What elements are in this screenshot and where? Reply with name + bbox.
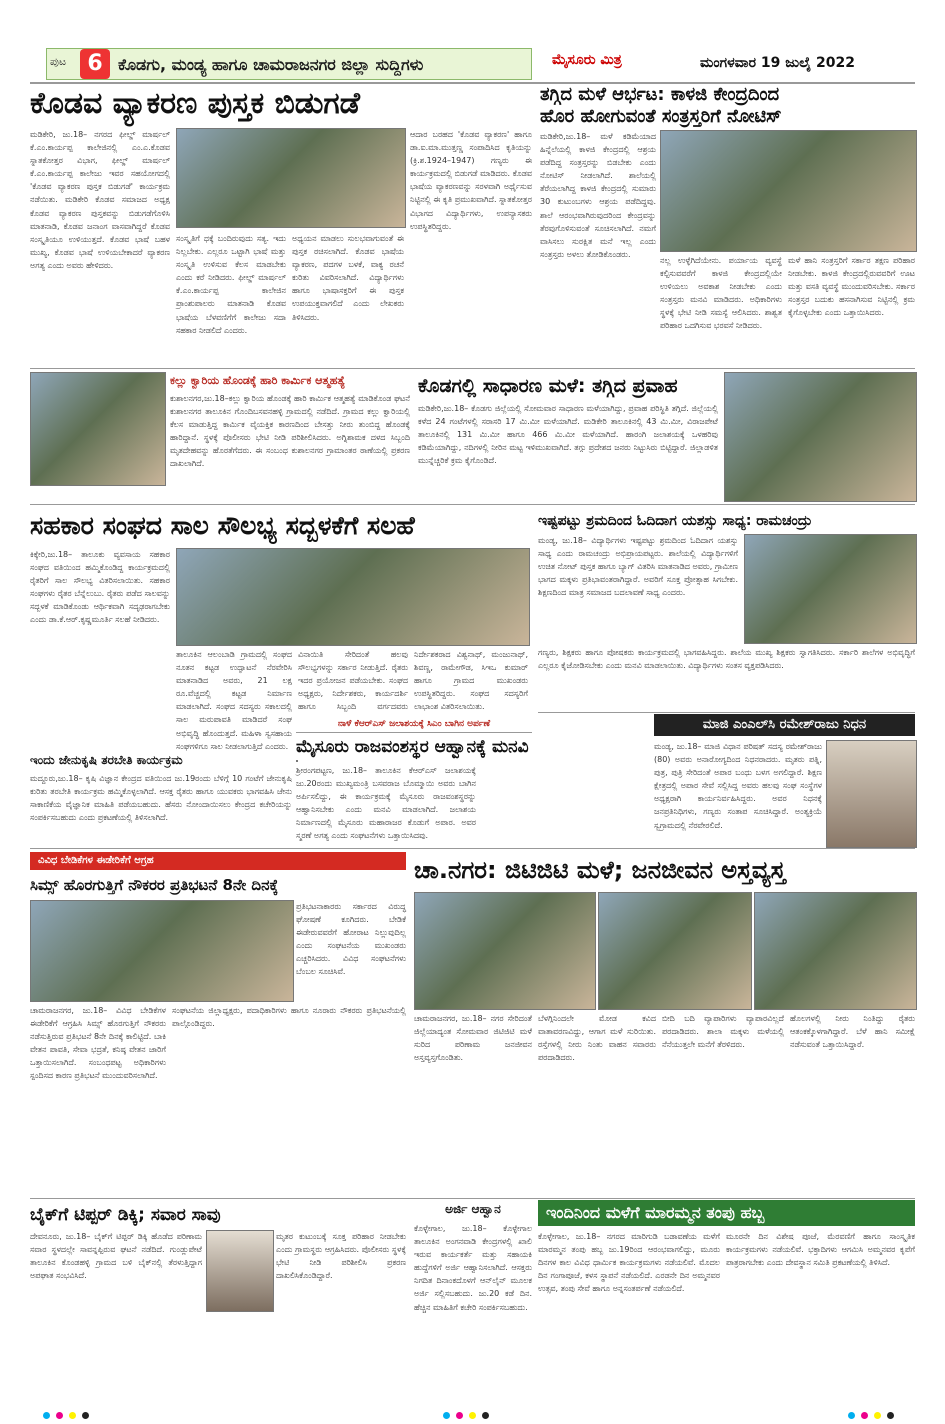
bee-headline: ಇಂದು ಜೇನುಕೃಷಿ ತರಬೇತಿ ಕಾರ್ಯಕ್ರಮ	[30, 753, 183, 767]
kodava-body-1: ಮಡಿಕೇರಿ, ಜು.18– ನಗರದ ಫೀಲ್ಡ್ ಮಾರ್ಷಲ್ ಕೆ.ಎಂ.ಕಾರ್ಯಪ್ಪ ಕಾಲೇಜಿನಲ್ಲಿ ಎಂ.ಎ.ಕೊಡವ ಸ್ನಾತಕೋತ್ತರ ವಿಭಾಗ, ಫೀಲ್ಡ್ ಮಾರ್ಷಲ್ ಕೆ.ಎಂ.ಕಾರ್ಯಪ್ಪ ಕಾಲೇಜು ಇವರ ಸಹಯೋಗದಲ್ಲಿ 'ಕೊಡವ ವ್ಯಾಕರಣ ಪುಸ್ತಕ ಬಿಡುಗಡೆ' ಕಾರ್ಯಕ್ರಮ ನಡೆಯಿತು. ಮಡಿಕೇರಿ ಕೊಡವ ಸಮಾಜದ ಅಧ್ಯಕ್ಷ ಕೊಡವ ವ್ಯಾಕರಣ ಪುಸ್ತಕವನ್ನು ಬಿಡುಗಡೆಗೊಳಿಸಿ ಮಾತನಾಡಿ, ಕೊಡವ ಜನಾಂಗ ವಾಸವಾಗಿದ್ದರೆ ಕೊಡವ ಸಂಸ್ಕೃತಿಯೂ ಉಳಿಯುತ್ತದೆ. ಕೊಡವ ಭಾಷೆ ಬಹಳ ಮುಖ್ಯ, ಕೊಡವ ಭಾಷೆ ಉಳಿಯಬೇಕಾದರೆ ವ್ಯಾಕರಣ ಅಗತ್ಯ ಎಂದು ಅವರು ಹೇಳಿದರು.	[30, 130, 170, 270]
kodava-photo	[176, 128, 406, 228]
rain-cn-body-3: ಬೀದಿ ಬದಿ ವ್ಯಾಪಾರಿಗಳು ವ್ಯಾಪಾರವಿಲ್ಲದೆ ಪರದಾಡಿದರು. ಶಾಲಾ ಮಕ್ಕಳು ಮಳೆಯಲ್ಲಿ ನೆನೆಯುತ್ತಲೇ ಮನೆಗೆ ತೆರಳಿದರು.	[662, 1014, 784, 1050]
festival-headline: ಇಂದಿನಿಂದ ಮಳೆಗೆ ಮಾರಮ್ಮನ ತಂಪು ಹಬ್ಬ	[546, 1203, 765, 1222]
section-title: ಕೊಡಗು, ಮಂಡ್ಯ ಹಾಗೂ ಚಾಮರಾಜನಗರ ಜಿಲ್ಲಾ ಸುದ್ದಿಗಳು	[118, 55, 424, 74]
rule-2	[30, 504, 915, 505]
page-number: 6	[80, 49, 110, 79]
royal-kicker: ನಾಳೆ ಕೆಆರ್‌ಎಸ್ ಜಲಾಶಯಕ್ಕೆ ಸಿಎಂ ಬಾಗಿನ ಅರ್ಪಣೆ	[337, 719, 491, 729]
kodava-body-4: ಆದಾರ ಬರಹದ 'ಕೊಡವ ವ್ಯಾಕರಣ' ಹಾಗೂ ಡಾ.ಐ.ಮಾ.ಮುತ್ತಣ್ಣ ಸಂಪಾದಿಸಿದ ಕೃತಿಯನ್ನು (ಕ್ರಿ.ಶ.1924–1947) ಗಣ್ಯರು ಈ ಕಾರ್ಯಕ್ರಮದಲ್ಲಿ ಬಿಡುಗಡೆ ಮಾಡಿದರು. ಕೊಡವ ಭಾಷೆಯ ವ್ಯಾಕರಣವನ್ನು ಸರಳವಾಗಿ ಅರ್ಥೈಸುವ ನಿಟ್ಟಿನಲ್ಲಿ ಈ ಕೃತಿ ಪ್ರಮುಖವಾಗಿದೆ. ಸ್ನಾತಕೋತ್ತರ ವಿಭಾಗದ ವಿದ್ಯಾರ್ಥಿಗಳು, ಉಪನ್ಯಾಸಕರು ಉಪಸ್ಥಿತರಿದ್ದರು.	[410, 130, 532, 231]
royal-anchor	[296, 760, 298, 762]
sims-continuation	[30, 1108, 406, 1196]
school-photo	[660, 130, 917, 252]
rain-kodagu-body: ಮಡಿಕೇರಿ,ಜು.18– ಕೊಡಗು ಜಿಲ್ಲೆಯಲ್ಲಿ ಸೋಮವಾರ ಸಾಧಾರಣ ಮಳೆಯಾಗಿದ್ದು, ಪ್ರವಾಹ ಪರಿಸ್ಥಿತಿ ತಗ್ಗಿದೆ. ಜಿಲ್ಲೆಯಲ್ಲಿ ಕಳೆದ 24 ಗಂಟೆಗಳಲ್ಲಿ ಸರಾಸರಿ 17 ಮಿ.ಮೀ ಮಳೆಯಾಗಿದೆ. ಮಡಿಕೇರಿ ತಾಲೂಕಿನಲ್ಲಿ 43 ಮಿ.ಮೀ, ವಿರಾಜಪೇಟೆ ತಾಲೂಕಿನಲ್ಲಿ 131 ಮಿ.ಮೀ ಹಾಗೂ 466 ಮಿ.ಮೀ ಮಳೆಯಾಗಿದೆ. ಹಾರಂಗಿ ಜಲಾಶಯಕ್ಕೆ ಒಳಹರಿವು ಕಡಿಮೆಯಾಗಿದ್ದು, ನದಿಗಳಲ್ಲಿ ನೀರಿನ ಮಟ್ಟ ಇಳಿಮುಖವಾಗಿದೆ. ತಗ್ಗು ಪ್ರದೇಶದ ಜನರು ನಿಟ್ಟುಸಿರು ಬಿಟ್ಟಿದ್ದಾರೆ. ಜಿಲ್ಲಾಡಳಿತ ಮುನ್ನೆಚ್ಚರಿಕೆ ಕ್ರಮ ಕೈಗೊಂಡಿದೆ.	[418, 404, 718, 466]
bike-body-2: ಮೃತರ ಕುಟುಂಬಕ್ಕೆ ಸೂಕ್ತ ಪರಿಹಾರ ನೀಡಬೇಕು ಎಂದು ಗ್ರಾಮಸ್ಥರು ಆಗ್ರಹಿಸಿದರು. ಪೊಲೀಸರು ಸ್ಥಳಕ್ಕೆ ಭೇಟಿ ನೀಡಿ ಪರಿಶೀಲಿಸಿ ಪ್ರಕರಣ ದಾಖಲಿಸಿಕೊಂಡಿದ್ದಾರೆ.	[276, 1232, 406, 1281]
festival-body-1: ಕೊಳ್ಳೇಗಾಲ, ಜು.18– ನಗರದ ಮಾರಿಗುಡಿ ಬಡಾವಣೆಯ ಮಳೆಗೆ ಮಾರಮ್ಮನ ತಂಪು ಹಬ್ಬ ಜು.19ರಿಂದ ಆರಂಭವಾಗಲಿದ್ದು, ಮೂರು ದಿನಗಳ ಕಾಲ ವಿವಿಧ ಧಾರ್ಮಿಕ ಕಾರ್ಯಕ್ರಮಗಳು ನಡೆಯಲಿವೆ. ಮೊದಲ ದಿನ ಗಂಗಾಪೂಜೆ, ಕಳಸ ಸ್ಥಾಪನೆ ನಡೆಯಲಿದೆ. ಎರಡನೇ ದಿನ ಅಮ್ಮನವರ ಉತ್ಸವ, ತಂಪು ಸೇವೆ ಹಾಗೂ ಅನ್ನಸಂತರ್ಪಣೆ ನಡೆಯಲಿದೆ.	[538, 1232, 720, 1294]
sims-photo	[30, 900, 294, 1002]
school-body-3: ಮಳೆ ಹಾನಿ ಸಂತ್ರಸ್ತರಿಗೆ ಸರ್ಕಾರ ತಕ್ಷಣ ಪರಿಹಾರ ನೀಡಬೇಕು. ಕಾಳಜಿ ಕೇಂದ್ರದಲ್ಲಿರುವವರಿಗೆ ಊಟ ಮತ್ತು ವಸತಿ ವ್ಯವಸ್ಥೆ ಮುಂದುವರಿಸಬೇಕು. ಸರ್ಕಾರ ಸಂತ್ರಸ್ತರ ಬದುಕು ಹಸನಾಗಿಸುವ ನಿಟ್ಟಿನಲ್ಲಿ ಕ್ರಮ ಕೈಗೊಳ್ಳಬೇಕು ಎಂದು ಒತ್ತಾಯಿಸಿದರು.	[788, 256, 915, 318]
coop-photo	[176, 548, 530, 646]
rule-3	[538, 712, 915, 713]
rain-cn-body-2: ಬೆಳಗ್ಗಿನಿಂದಲೇ ಮೋಡ ಕವಿದ ವಾತಾವರಣವಿದ್ದು, ಆಗಾಗ ಮಳೆ ಸುರಿಯಿತು. ರಸ್ತೆಗಳಲ್ಲಿ ನೀರು ನಿಂತು ವಾಹನ ಸವಾರರು ಪರದಾಡಿದರು.	[538, 1014, 656, 1063]
print-register-dots-right	[845, 1404, 897, 1423]
sims-body-2: ಪ್ರತಿಭಟನಾಕಾರರು ಸರ್ಕಾರದ ವಿರುದ್ಧ ಘೋಷಣೆ ಕೂಗಿದರು. ಬೇಡಿಕೆ ಈಡೇರುವವರೆಗೆ ಹೋರಾಟ ನಿಲ್ಲುವುದಿಲ್ಲ ಎಂದು ಸಂಘಟನೆಯ ಮುಖಂಡರು ಎಚ್ಚರಿಸಿದರು. ವಿವಿಧ ಸಂಘಟನೆಗಳು ಬೆಂಬಲ ಸೂಚಿಸಿವೆ.	[296, 902, 406, 977]
coop-body-3: ವಿನಾಯಿತಿ ಸೇರಿದಂತೆ ಹಲವು ಸೌಲಭ್ಯಗಳನ್ನು ಸರ್ಕಾರ ನೀಡುತ್ತಿದೆ. ರೈತರು ಇದರ ಪ್ರಯೋಜನ ಪಡೆಯಬೇಕು. ಸಂಘದ ಅಧ್ಯಕ್ಷರು, ನಿರ್ದೇಶಕರು, ಕಾರ್ಯದರ್ಶಿ ಹಾಗೂ ಸಿಬ್ಬಂದಿ ವರ್ಗದವರು	[298, 650, 408, 712]
rain-cn-photo-1	[414, 892, 596, 1010]
worker-photo	[30, 372, 166, 486]
obit-portrait	[826, 740, 917, 848]
royal-body: ಶ್ರೀರಂಗಪಟ್ಟಣ, ಜು.18– ತಾಲೂಕಿನ ಕೆಆರ್‌ಎಸ್ ಜಲಾಶಯಕ್ಕೆ ಜು.20ರಂದು ಮುಖ್ಯಮಂತ್ರಿ ಬಸವರಾಜ ಬೊಮ್ಮಾಯಿ ಅವರು ಬಾಗಿನ ಅರ್ಪಿಸಲಿದ್ದು, ಈ ಕಾರ್ಯಕ್ರಮಕ್ಕೆ ಮೈಸೂರು ರಾಜವಂಶಸ್ಥರನ್ನು ಆಹ್ವಾನಿಸಬೇಕು ಎಂದು ಮನವಿ ಮಾಡಲಾಗಿದೆ. ಜಲಾಶಯ ನಿರ್ಮಾಣದಲ್ಲಿ ಮೈಸೂರು ಮಹಾರಾಜರ ಕೊಡುಗೆ ಅಪಾರ. ಅವರ ಸ್ಮರಣೆ ಅಗತ್ಯ ಎಂದು ಸಂಘಟನೆಗಳು ಒತ್ತಾಯಿಸಿದವು.	[296, 766, 476, 841]
obit-headline: ಮಾಜಿ ಎಂಎಲ್‌ಸಿ ರಮೇಶ್‌ರಾಜು ನಿಧನ	[702, 717, 867, 732]
rule-4	[30, 848, 915, 849]
coop-body-2: ತಾಲೂಕಿನ ಆಲಂಬಾಡಿ ಗ್ರಾಮದಲ್ಲಿ ಸಂಘದ ನೂತನ ಕಟ್ಟಡ ಉದ್ಘಾಟನೆ ನೆರವೇರಿಸಿ ಮಾತನಾಡಿದ ಅವರು, 21 ಲಕ್ಷ ರೂ.ವೆಚ್ಚದಲ್ಲಿ ಕಟ್ಟಡ ನಿರ್ಮಾಣ ಮಾಡಲಾಗಿದೆ. ಸಂಘದ ಸದಸ್ಯರು ಸಕಾಲದಲ್ಲಿ ಸಾಲ ಮರುಪಾವತಿ ಮಾಡಿದರೆ ಸಂಘ ಅಭಿವೃದ್ಧಿ ಹೊಂದುತ್ತದೆ. ಮಹಿಳಾ ಸ್ವಸಹಾಯ ಸಂಘಗಳಿಗೂ ಸಾಲ ನೀಡಲಾಗುತ್ತಿದೆ ಎಂದರು.	[176, 650, 292, 751]
sims-kicker-bar	[30, 852, 406, 870]
coop-body-4: ನಿರ್ದೇಶಕರಾದ ವಿಶ್ವನಾಥ್, ಮಂಜುನಾಥ್, ಶಿವಣ್ಣ, ರಾಮೇಗೌಡ, ಸಿಇಒ ಕುಮಾರ್ ಹಾಗೂ ಗ್ರಾಮದ ಮುಖಂಡರು ಉಪಸ್ಥಿತರಿದ್ದರು. ಸಂಘದ ಸದಸ್ಯರಿಗೆ ಲಾಭಾಂಶ ವಿತರಿಸಲಾಯಿತು.	[414, 650, 528, 712]
print-register-dots-center	[440, 1404, 492, 1423]
royal-headline: ಮೈಸೂರು ರಾಜವಂಶಸ್ಥರ ಆಹ್ವಾನಕ್ಕೆ ಮನವಿ	[296, 737, 529, 757]
school-headline-2: ಹೊರ ಹೋಗುವಂತೆ ಸಂತ್ರಸ್ತರಿಗೆ ನೋಟಿಸ್	[540, 106, 782, 127]
sims-headline: ಸಿಮ್ಸ್ ಹೊರಗುತ್ತಿಗೆ ನೌಕರರ ಪ್ರತಿಭಟನೆ 8ನೇ ದಿನಕ್ಕೆ	[30, 876, 279, 894]
sims-body-1: ಚಾಮರಾಜನಗರ, ಜು.18– ವಿವಿಧ ಬೇಡಿಕೆಗಳ ಈಡೇರಿಕೆಗೆ ಆಗ್ರಹಿಸಿ ಸಿಮ್ಸ್ ಹೊರಗುತ್ತಿಗೆ ನೌಕರರು ನಡೆಸುತ್ತಿರುವ ಪ್ರತಿಭಟನೆ 8ನೇ ದಿನಕ್ಕೆ ಕಾಲಿಟ್ಟಿದೆ. ಬಾಕಿ ವೇತನ ಪಾವತಿ, ಸೇವಾ ಭದ್ರತೆ, ಕನಿಷ್ಠ ವೇತನ ಜಾರಿಗೆ ಒತ್ತಾಯಿಸಲಾಗಿದೆ. ಸಂಬಂಧಪಟ್ಟ ಅಧಿಕಾರಿಗಳು ಸ್ಪಂದಿಸದ ಕಾರಣ ಪ್ರತಿಭಟನೆ ಮುಂದುವರಿಸಲಾಗಿದೆ.	[30, 1006, 166, 1081]
determination-headline: ಇಷ್ಟಪಟ್ಟು ಶ್ರಮದಿಂದ ಓದಿದಾಗ ಯಶಸ್ಸು ಸಾಧ್ಯ: ರಾಮಚಂದ್ರು	[538, 513, 812, 529]
rain-cn-body-4: ಹೊಲಗಳಲ್ಲಿ ನೀರು ನಿಂತಿದ್ದು ರೈತರು ಆತಂಕಕ್ಕೊಳಗಾಗಿದ್ದಾರೆ. ಬೆಳೆ ಹಾನಿ ಸಮೀಕ್ಷೆ ನಡೆಸುವಂತೆ ಒತ್ತಾಯಿಸಿದ್ದಾರೆ.	[790, 1014, 915, 1050]
rain-cn-headline: ಚಾ.ನಗರ: ಜಿಟಿಜಿಟಿ ಮಳೆ; ಜನಜೀವನ ಅಸ್ತವ್ಯಸ್ತ	[414, 856, 786, 884]
page-label: ಪುಟ	[50, 55, 67, 68]
coop-body-1: ಕಿಕ್ಕೇರಿ,ಜು.18– ತಾಲೂಕು ವ್ಯವಸಾಯ ಸಹಕಾರ ಸಂಘದ ವತಿಯಿಂದ ಹಮ್ಮಿಕೊಂಡಿದ್ದ ಕಾರ್ಯಕ್ರಮದಲ್ಲಿ ರೈತರಿಗೆ ಸಾಲ ಸೌಲಭ್ಯ ವಿತರಿಸಲಾಯಿತು. ಸಹಕಾರ ಸಂಘಗಳು ರೈತರ ಬೆನ್ನೆಲುಬು. ರೈತರು ಪಡೆದ ಸಾಲವನ್ನು ಸದ್ಬಳಕೆ ಮಾಡಿಕೊಂಡು ಆರ್ಥಿಕವಾಗಿ ಸದೃಢರಾಗಬೇಕು ಎಂದು ಡಾ.ಕೆ.ಆರ್.ಕೃಷ್ಣಮೂರ್ತಿ ಸಲಹೆ ನೀಡಿದರು.	[30, 550, 170, 625]
kodava-body-2: ಸಂಸ್ಕೃತಿಗೆ ಧಕ್ಕೆ ಬಂದಿರುವುದು ಸತ್ಯ. ಇದು ನಿಲ್ಲಬೇಕು. ಎಲ್ಲರೂ ಒಟ್ಟಾಗಿ ಭಾಷೆ ಮತ್ತು ಸಂಸ್ಕೃತಿ ಉಳಿಸುವ ಕೆಲಸ ಮಾಡಬೇಕು ಎಂದು ಕರೆ ನೀಡಿದರು. ಫೀಲ್ಡ್ ಮಾರ್ಷಲ್ ಕೆ.ಎಂ.ಕಾರ್ಯಪ್ಪ ಕಾಲೇಜಿನ ಪ್ರಾಂಶುಪಾಲರು ಮಾತನಾಡಿ ಕೊಡವ ಭಾಷೆಯ ಬೆಳವಣಿಗೆಗೆ ಕಾಲೇಜು ಸದಾ ಸಹಕಾರ ನೀಡಲಿದೆ ಎಂದರು.	[176, 234, 286, 335]
school-body-1: ಮಡಿಕೇರಿ,ಜು.18– ಮಳೆ ಕಡಿಮೆಯಾದ ಹಿನ್ನೆಲೆಯಲ್ಲಿ ಕಾಳಜಿ ಕೇಂದ್ರದಲ್ಲಿ ಆಶ್ರಯ ಪಡೆದಿದ್ದ ಸಂತ್ರಸ್ತರನ್ನು ಬಿಡಬೇಕು ಎಂದು ನೋಟಿಸ್ ನೀಡಲಾಗಿದೆ. ಶಾಲೆಯಲ್ಲಿ ತೆರೆಯಲಾಗಿದ್ದ ಕಾಳಜಿ ಕೇಂದ್ರದಲ್ಲಿ ಸುಮಾರು 30 ಕುಟುಂಬಗಳು ಆಶ್ರಯ ಪಡೆದಿದ್ದವು. ಶಾಲೆ ಆರಂಭವಾಗಿರುವುದರಿಂದ ಕೇಂದ್ರವನ್ನು ತೆರವುಗೊಳಿಸುವಂತೆ ಸೂಚಿಸಲಾಗಿದೆ. ನಮಗೆ ವಾಸಿಸಲು ಸುರಕ್ಷಿತ ಮನೆ ಇಲ್ಲ ಎಂದು ಸಂತ್ರಸ್ತರು ಅಳಲು ತೋಡಿಕೊಂಡರು.	[540, 132, 656, 259]
royal-kicker-box	[296, 716, 532, 733]
rain-cn-body-1: ಚಾಮರಾಜನಗರ, ಜು.18– ನಗರ ಸೇರಿದಂತೆ ಜಿಲ್ಲೆಯಾದ್ಯಂತ ಸೋಮವಾರ ಜಿಟಿಜಿಟಿ ಮಳೆ ಸುರಿದ ಪರಿಣಾಮ ಜನಜೀವನ ಅಸ್ತವ್ಯಸ್ತಗೊಂಡಿತು.	[414, 1014, 532, 1063]
masthead: ಮೈಸೂರು ಮಿತ್ರ	[552, 52, 622, 68]
coop-headline: ಸಹಕಾರ ಸಂಘದ ಸಾಲ ಸೌಲಭ್ಯ ಸದ್ಬಳಕೆಗೆ ಸಲಹೆ	[30, 511, 415, 540]
determination-body-1: ಮಂಡ್ಯ, ಜು.18– ವಿದ್ಯಾರ್ಥಿಗಳು ಇಷ್ಟಪಟ್ಟು ಶ್ರಮದಿಂದ ಓದಿದಾಗ ಯಶಸ್ಸು ಸಾಧ್ಯ ಎಂದು ರಾಮಚಂದ್ರು ಅಭಿಪ್ರಾಯಪಟ್ಟರು. ಶಾಲೆಯಲ್ಲಿ ವಿದ್ಯಾರ್ಥಿಗಳಿಗೆ ಉಚಿತ ನೋಟ್ ಪುಸ್ತಕ ಹಾಗೂ ಬ್ಯಾಗ್ ವಿತರಿಸಿ ಮಾತನಾಡಿದ ಅವರು, ಗ್ರಾಮೀಣ ಭಾಗದ ಮಕ್ಕಳು ಪ್ರತಿಭಾವಂತರಾಗಿದ್ದಾರೆ. ಅವರಿಗೆ ಸೂಕ್ತ ಪ್ರೋತ್ಸಾಹ ಸಿಗಬೇಕು. ಶಿಕ್ಷಣದಿಂದ ಮಾತ್ರ ಸಮಾಜದ ಬದಲಾವಣೆ ಸಾಧ್ಯ ಎಂದರು.	[538, 536, 738, 598]
school-body-2: ನಲ್ಲ ಉಳ್ಳೆಗಿದೆಯೇನು. ಪರ್ಯಾಯ ವ್ಯವಸ್ಥೆ ಕಲ್ಪಿಸುವವರೆಗೆ ಕಾಳಜಿ ಕೇಂದ್ರದಲ್ಲಿಯೇ ಉಳಿಯಲು ಅವಕಾಶ ನೀಡಬೇಕು ಎಂದು ಸಂತ್ರಸ್ತರು ಮನವಿ ಮಾಡಿದರು. ಅಧಿಕಾರಿಗಳು ಸ್ಥಳಕ್ಕೆ ಭೇಟಿ ನೀಡಿ ಸಮಸ್ಯೆ ಆಲಿಸಿದರು. ಶಾಶ್ವತ ಪರಿಹಾರ ಒದಗಿಸುವ ಭರವಸೆ ನೀಡಿದರು.	[660, 256, 782, 331]
festival-body-2: ಮೂರನೇ ದಿನ ವಿಶೇಷ ಪೂಜೆ, ಮೆರವಣಿಗೆ ಹಾಗೂ ಸಾಂಸ್ಕೃತಿಕ ಕಾರ್ಯಕ್ರಮಗಳು ನಡೆಯಲಿವೆ. ಭಕ್ತಾದಿಗಳು ಆಗಮಿಸಿ ಅಮ್ಮನವರ ಕೃಪೆಗೆ ಪಾತ್ರರಾಗಬೇಕು ಎಂದು ದೇವಸ್ಥಾನ ಸಮಿತಿ ಪ್ರಕಟಣೆಯಲ್ಲಿ ತಿಳಿಸಿದೆ.	[726, 1232, 915, 1268]
worker-headline: ಕಲ್ಲು ಕ್ವಾರಿಯ ಹೊಂಡಕ್ಕೆ ಹಾರಿ ಕಾರ್ಮಿಕ ಆತ್ಮಹತ್ಯೆ	[170, 374, 346, 387]
sims-body-3: ಸಂಘಟನೆಯ ಜಿಲ್ಲಾಧ್ಯಕ್ಷರು, ಪದಾಧಿಕಾರಿಗಳು ಹಾಗೂ ನೂರಾರು ನೌಕರರು ಪ್ರತಿಭಟನೆಯಲ್ಲಿ ಪಾಲ್ಗೊಂಡಿದ್ದರು.	[172, 1006, 406, 1029]
obit-body: ಮಂಡ್ಯ, ಜು.18– ಮಾಜಿ ವಿಧಾನ ಪರಿಷತ್ ಸದಸ್ಯ ರಮೇಶ್‌ರಾಜು (80) ಅವರು ಅನಾರೋಗ್ಯದಿಂದ ನಿಧನರಾದರು. ಮೃತರು ಪತ್ನಿ, ಪುತ್ರ, ಪುತ್ರಿ ಸೇರಿದಂತೆ ಅಪಾರ ಬಂಧು ಬಳಗ ಅಗಲಿದ್ದಾರೆ. ಶಿಕ್ಷಣ ಕ್ಷೇತ್ರದಲ್ಲಿ ಅಪಾರ ಸೇವೆ ಸಲ್ಲಿಸಿದ್ದ ಅವರು ಹಲವು ಸಂಘ ಸಂಸ್ಥೆಗಳ ಅಧ್ಯಕ್ಷರಾಗಿ ಕಾರ್ಯನಿರ್ವಹಿಸಿದ್ದರು. ಅವರ ನಿಧನಕ್ಕೆ ಜನಪ್ರತಿನಿಧಿಗಳು, ಗಣ್ಯರು ಸಂತಾಪ ಸೂಚಿಸಿದ್ದಾರೆ. ಅಂತ್ಯಕ್ರಿಯೆ ಸ್ವಗ್ರಾಮದಲ್ಲಿ ನೆರವೇರಲಿದೆ.	[654, 742, 822, 830]
rain-cn-continuation	[414, 1108, 915, 1196]
obit-head-bar	[654, 714, 915, 736]
bike-victim-photo	[206, 1230, 274, 1312]
rain-cn-photo-2	[598, 892, 752, 1010]
rain-kodagu-photo	[724, 372, 917, 502]
kodava-headline: ಕೊಡವ ವ್ಯಾಕರಣ ಪುಸ್ತಕ ಬಿಡುಗಡೆ	[30, 86, 360, 121]
apply-body: ಕೊಳ್ಳೇಗಾಲ, ಜು.18– ಕೊಳ್ಳೇಗಾಲ ತಾಲೂಕಿನ ಅಂಗನವಾಡಿ ಕೇಂದ್ರಗಳಲ್ಲಿ ಖಾಲಿ ಇರುವ ಕಾರ್ಯಕರ್ತೆ ಮತ್ತು ಸಹಾಯಕಿ ಹುದ್ದೆಗಳಿಗೆ ಅರ್ಜಿ ಆಹ್ವಾನಿಸಲಾಗಿದೆ. ಆಸಕ್ತರು ನಿಗದಿತ ದಿನಾಂಕದೊಳಗೆ ಆನ್‌ಲೈನ್ ಮೂಲಕ ಅರ್ಜಿ ಸಲ್ಲಿಸಬಹುದು. ಜು.20 ಕಡೆ ದಿನ. ಹೆಚ್ಚಿನ ಮಾಹಿತಿಗೆ ಕಚೇರಿ ಸಂಪರ್ಕಿಸಬಹುದು.	[414, 1224, 532, 1312]
date-line: ಮಂಗಳವಾರ 19 ಜುಲೈ 2022	[700, 55, 855, 71]
worker-body: ಕುಶಾಲನಗರ,ಜು.18–ಕಲ್ಲು ಕ್ವಾರಿಯ ಹೊಂಡಕ್ಕೆ ಹಾರಿ ಕಾರ್ಮಿಕ ಆತ್ಮಹತ್ಯೆ ಮಾಡಿಕೊಂಡ ಘಟನೆ ಕುಶಾಲನಗರ ತಾಲೂಕಿನ ಗೊಂದಿಬಸವನಹಳ್ಳಿ ಗ್ರಾಮದಲ್ಲಿ ನಡೆದಿದೆ. ಗ್ರಾಮದ ಕಲ್ಲು ಕ್ವಾರಿಯಲ್ಲಿ ಕೆಲಸ ಮಾಡುತ್ತಿದ್ದ ಕಾರ್ಮಿಕ ವೈಯಕ್ತಿಕ ಕಾರಣದಿಂದ ಬೇಸತ್ತು ನೀರು ತುಂಬಿದ್ದ ಹೊಂಡಕ್ಕೆ ಹಾರಿದ್ದಾನೆ. ಸ್ಥಳಕ್ಕೆ ಪೊಲೀಸರು ಭೇಟಿ ನೀಡಿ ಪರಿಶೀಲಿಸಿದರು. ಅಗ್ನಿಶಾಮಕ ದಳದ ಸಿಬ್ಬಂದಿ ಮೃತದೇಹವನ್ನು ಹೊರತೆಗೆದರು. ಈ ಸಂಬಂಧ ಕುಶಾಲನಗರ ಗ್ರಾಮಾಂತರ ಠಾಣೆಯಲ್ಲಿ ಪ್ರಕರಣ ದಾಖಲಾಗಿದೆ.	[170, 394, 410, 469]
rule-1	[30, 368, 915, 369]
festival-head-bar	[538, 1200, 915, 1226]
bike-body-1: ದೇವನೂರು, ಜು.18– ಬೈಕ್‌ಗೆ ಟಿಪ್ಪರ್ ಡಿಕ್ಕಿ ಹೊಡೆದ ಪರಿಣಾಮ ಸವಾರ ಸ್ಥಳದಲ್ಲೇ ಸಾವನ್ನಪ್ಪಿರುವ ಘಟನೆ ನಡೆದಿದೆ. ಗುಂಡ್ಲುಪೇಟೆ ತಾಲೂಕಿನ ಕೊಂಡಹಳ್ಳಿ ಗ್ರಾಮದ ಬಳಿ ಬೈಕ್‌ನಲ್ಲಿ ತೆರಳುತ್ತಿದ್ದಾಗ ಅಪಘಾತ ಸಂಭವಿಸಿದೆ.	[30, 1232, 202, 1281]
print-register-dots-left	[40, 1404, 92, 1423]
school-headline-1: ತಗ್ಗಿದ ಮಳೆ ಆರ್ಭಟ: ಕಾಳಜಿ ಕೇಂದ್ರದಿಂದ	[540, 84, 780, 105]
rain-kodagu-headline: ಕೊಡಗಲ್ಲಿ ಸಾಧಾರಣ ಮಳೆ: ತಗ್ಗಿದ ಪ್ರವಾಹ	[418, 375, 678, 397]
apply-headline: ಅರ್ಜಿ ಆಹ್ವಾನ	[445, 1202, 501, 1216]
determination-photo	[744, 534, 917, 644]
determination-body-2: ಗಣ್ಯರು, ಶಿಕ್ಷಕರು ಹಾಗೂ ಪೋಷಕರು ಕಾರ್ಯಕ್ರಮದಲ್ಲಿ ಭಾಗವಹಿಸಿದ್ದರು. ಶಾಲೆಯ ಮುಖ್ಯ ಶಿಕ್ಷಕರು ಸ್ವಾಗತಿಸಿದರು. ಸರ್ಕಾರಿ ಶಾಲೆಗಳ ಅಭಿವೃದ್ಧಿಗೆ ಎಲ್ಲರೂ ಕೈಜೋಡಿಸಬೇಕು ಎಂದು ಮನವಿ ಮಾಡಲಾಯಿತು. ವಿದ್ಯಾರ್ಥಿಗಳು ಸಂತಸ ವ್ಯಕ್ತಪಡಿಸಿದರು.	[538, 648, 915, 671]
sims-kicker: ವಿವಿಧ ಬೇಡಿಕೆಗಳ ಈಡೇರಿಕೆಗೆ ಆಗ್ರಹ	[38, 855, 154, 866]
bee-body: ಮದ್ದೂರು,ಜು.18– ಕೃಷಿ ವಿಜ್ಞಾನ ಕೇಂದ್ರದ ವತಿಯಿಂದ ಜು.19ರಂದು ಬೆಳಿಗ್ಗೆ 10 ಗಂಟೆಗೆ ಜೇನುಕೃಷಿ ಕುರಿತು ತರಬೇತಿ ಕಾರ್ಯಕ್ರಮ ಹಮ್ಮಿಕೊಳ್ಳಲಾಗಿದೆ. ಆಸಕ್ತ ರೈತರು ಹಾಗೂ ಯುವಕರು ಭಾಗವಹಿಸಿ ಜೇನು ಸಾಕಾಣಿಕೆಯ ವೈಜ್ಞಾನಿಕ ಮಾಹಿತಿ ಪಡೆಯಬಹುದು. ಹೆಸರು ನೋಂದಾಯಿಸಲು ಕೇಂದ್ರದ ಕಚೇರಿಯನ್ನು ಸಂಪರ್ಕಿಸಬಹುದು ಎಂದು ಪ್ರಕಟಣೆಯಲ್ಲಿ ತಿಳಿಸಲಾಗಿದೆ.	[30, 774, 292, 823]
bike-headline: ಬೈಕ್‌ಗೆ ಟಿಪ್ಪರ್ ಡಿಕ್ಕಿ; ಸವಾರ ಸಾವು	[30, 1205, 221, 1225]
rain-cn-photo-3	[754, 892, 917, 1010]
kodava-body-3: ಅಧ್ಯಯನ ಮಾಡಲು ಸುಲಭವಾಗುವಂತೆ ಈ ಪುಸ್ತಕ ರಚಿಸಲಾಗಿದೆ. ಕೊಡವ ಭಾಷೆಯ ವ್ಯಾಕರಣ, ಪದಗಳ ಬಳಕೆ, ವಾಕ್ಯ ರಚನೆ ಕುರಿತು ವಿವರಿಸಲಾಗಿದೆ. ವಿದ್ಯಾರ್ಥಿಗಳು ಹಾಗೂ ಭಾಷಾಸಕ್ತರಿಗೆ ಈ ಪುಸ್ತಕ ಉಪಯುಕ್ತವಾಗಲಿದೆ ಎಂದು ಲೇಖಕರು ತಿಳಿಸಿದರು.	[292, 234, 404, 322]
